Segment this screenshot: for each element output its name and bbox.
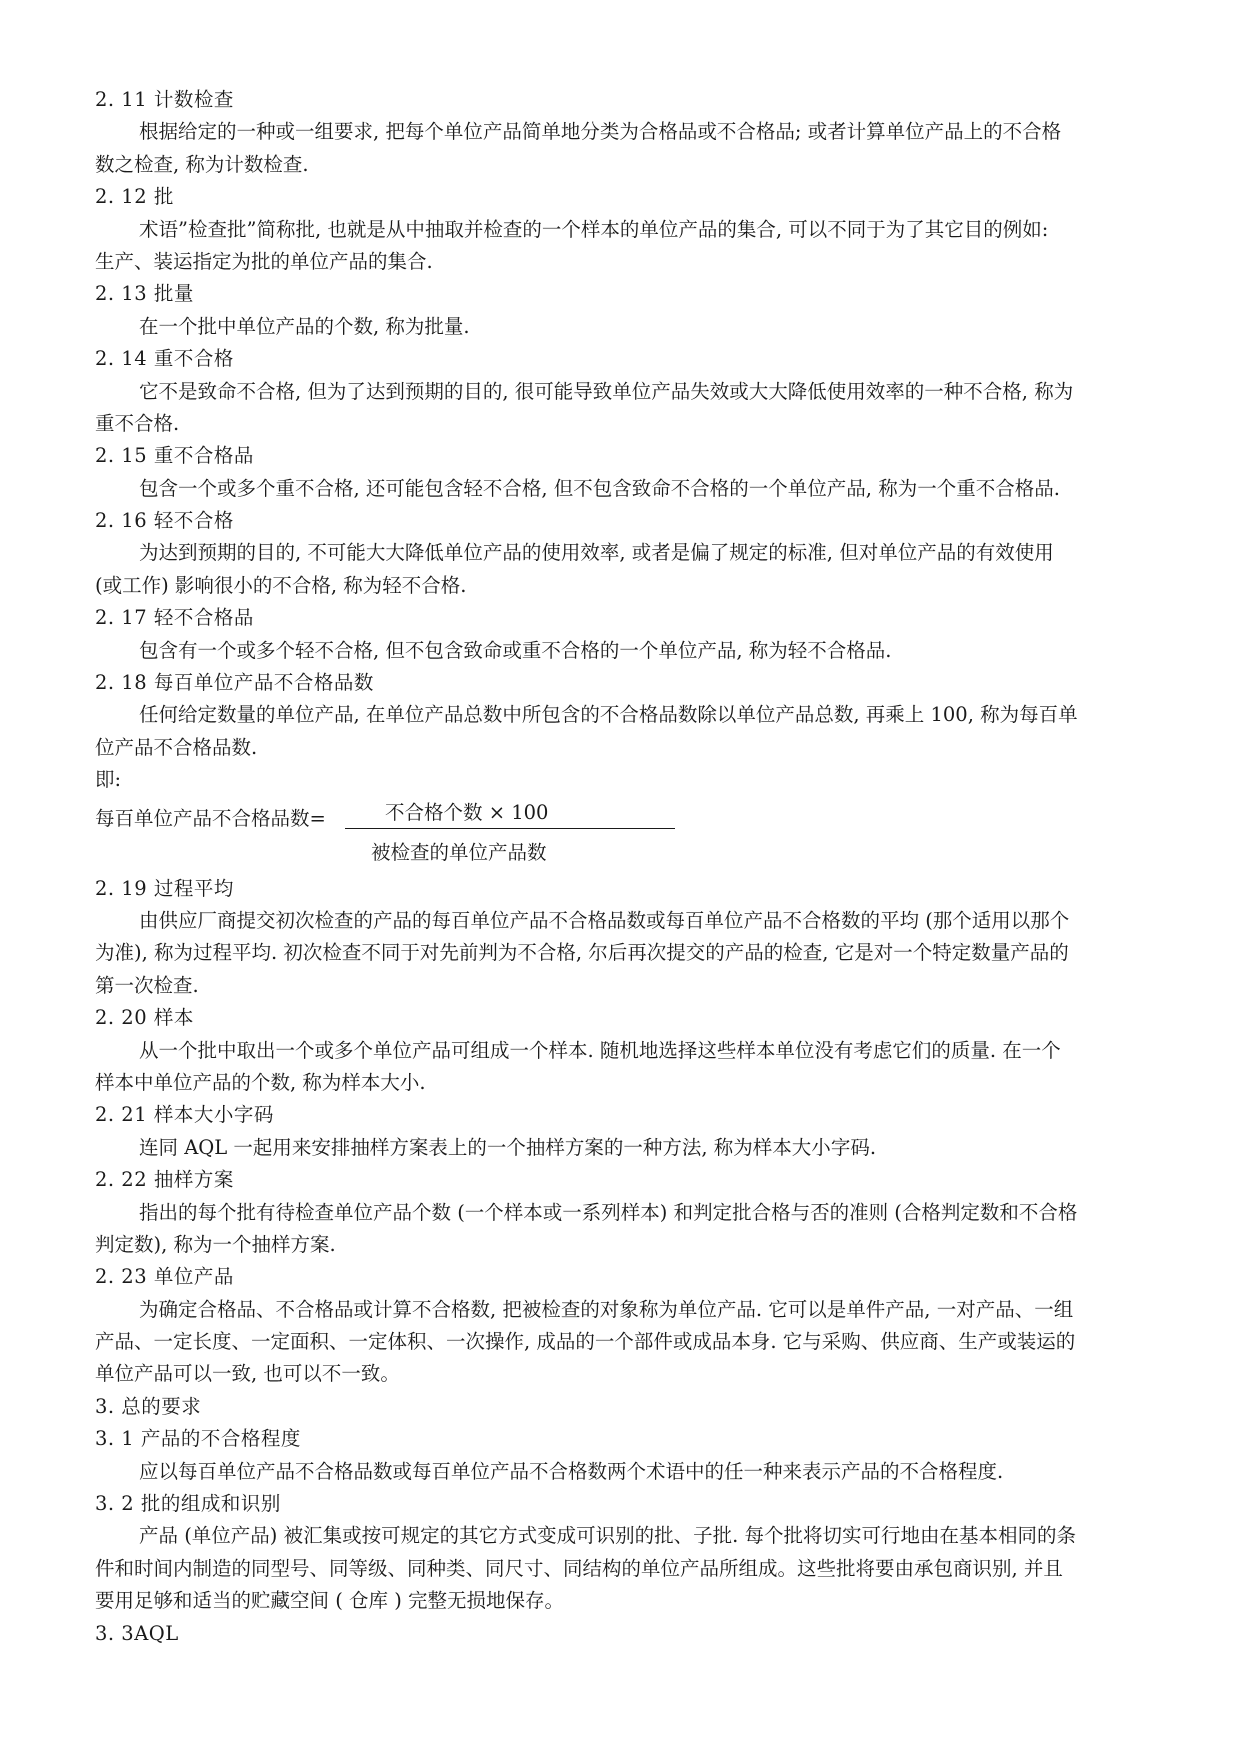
paragraph-line: 包含一个或多个重不合格, 还可能包含轻不合格, 但不包含致命不合格的一个单位产品, 称为一个重不合格品. <box>139 476 1060 500</box>
paragraph-line: 任何给定数量的单位产品, 在单位产品总数中所包含的不合格品数除以单位产品总数, 再乘上 100, 称为每百单 <box>139 703 1078 727</box>
section-heading-2-16: 2. 16 轻不合格 <box>95 509 234 533</box>
paragraph-line: 为准), 称为过程平均. 初次检查不同于对先前判为不合格, 尔后再次提交的产品的检查, 它是对一个特定数量产品的 <box>95 941 1069 965</box>
paragraph-line: 包含有一个或多个轻不合格, 但不包含致命或重不合格的一个单位产品, 称为轻不合格品. <box>139 638 892 662</box>
section-heading-2-21: 2. 21 样本大小字码 <box>95 1103 274 1127</box>
section-heading-2-17: 2. 17 轻不合格品 <box>95 606 254 630</box>
section-heading-2-15: 2. 15 重不合格品 <box>95 444 254 468</box>
paragraph-line: 应以每百单位产品不合格品数或每百单位产品不合格数两个术语中的任一种来表示产品的不合格程度. <box>139 1459 1004 1483</box>
paragraph-line: 由供应厂商提交初次检查的产品的每百单位产品不合格品数或每百单位产品不合格数的平均 (那个适用以那个 <box>139 908 1070 932</box>
paragraph-line: 数之检查, 称为计数检查. <box>95 152 309 176</box>
paragraph-line: 样本中单位产品的个数, 称为样本大小. <box>95 1070 426 1094</box>
document-page <box>95 84 1175 1650</box>
paragraph-line: 根据给定的一种或一组要求, 把每个单位产品简单地分类为合格品或不合格品; 或者计算单位产品上的不合格 <box>139 120 1062 144</box>
paragraph-line: 生产、装运指定为批的单位产品的集合. <box>95 249 433 273</box>
section-heading-2-20: 2. 20 样本 <box>95 1006 194 1030</box>
paragraph-line: 判定数), 称为一个抽样方案. <box>95 1232 336 1256</box>
section-heading-2-23: 2. 23 单位产品 <box>95 1265 234 1289</box>
paragraph-line: 位产品不合格品数. <box>95 735 258 759</box>
paragraph-line: 重不合格. <box>95 411 180 435</box>
formula-intro: 即: <box>95 768 122 792</box>
paragraph-line: 产品 (单位产品) 被汇集或按可规定的其它方式变成可识别的批、子批. 每个批将切实可行地由在基本相同的条 <box>139 1524 1077 1548</box>
fraction-bar <box>345 828 675 829</box>
section-heading-3-3: 3. 3AQL <box>95 1621 179 1645</box>
paragraph-line: 连同 AQL 一起用来安排抽样方案表上的一个抽样方案的一种方法, 称为样本大小字码. <box>139 1135 877 1159</box>
section-heading-3-2: 3. 2 批的组成和识别 <box>95 1492 281 1516</box>
section-heading-2-11: 2. 11 计数检查 <box>95 88 234 111</box>
section-heading-2-12: 2. 12 批 <box>95 185 174 209</box>
section-heading-2-18: 2. 18 每百单位产品不合格品数 <box>95 671 374 695</box>
formula <box>95 797 1175 869</box>
formula-numerator: 不合格个数 × 100 <box>385 800 549 824</box>
section-heading-2-19: 2. 19 过程平均 <box>95 876 234 900</box>
paragraph-line: 它不是致命不合格, 但为了达到预期的目的, 很可能导致单位产品失效或大大降低使用效率的一种不合格, 称为 <box>139 379 1074 403</box>
formula-lhs: 每百单位产品不合格品数= <box>95 806 326 830</box>
paragraph-line: 第一次检查. <box>95 973 199 997</box>
paragraph-line: 从一个批中取出一个或多个单位产品可组成一个样本. 随机地选择这些样本单位没有考虑它们的质量. 在一个 <box>139 1038 1061 1062</box>
paragraph-line: 产品、一定长度、一定面积、一定体积、一次操作, 成品的一个部件或成品本身. 它与采购、供应商、生产或装运的 <box>95 1330 1076 1354</box>
paragraph-line: 指出的每个批有待检查单位产品个数 (一个样本或一系列样本) 和判定批合格与否的准则 (合格判定数和不合格 <box>139 1200 1078 1224</box>
paragraph-line: 术语”检查批”简称批, 也就是从中抽取并检查的一个样本的单位产品的集合, 可以不同于为了其它目的例如: <box>139 217 1049 241</box>
paragraph-line: 为确定合格品、不合格品或计算不合格数, 把被检查的对象称为单位产品. 它可以是单件产品, 一对产品、一组 <box>139 1297 1074 1321</box>
paragraph-line: 要用足够和适当的贮藏空间 ( 仓库 ) 完整无损地保存。 <box>95 1589 565 1613</box>
paragraph-line: 件和时间内制造的同型号、同等级、同种类、同尺寸、同结构的单位产品所组成。这些批将要由承包商识别, 并且 <box>95 1556 1063 1580</box>
section-heading-3: 3. 总的要求 <box>95 1394 202 1418</box>
section-heading-3-1: 3. 1 产品的不合格程度 <box>95 1427 301 1451</box>
section-heading-2-22: 2. 22 抽样方案 <box>95 1168 234 1192</box>
formula-denominator: 被检查的单位产品数 <box>371 840 547 864</box>
paragraph-line: 在一个批中单位产品的个数, 称为批量. <box>139 314 470 338</box>
paragraph-line: 为达到预期的目的, 不可能大大降低单位产品的使用效率, 或者是偏了规定的标准, 但对单位产品的有效使用 <box>139 541 1054 565</box>
section-heading-2-14: 2. 14 重不合格 <box>95 347 234 371</box>
paragraph-line: (或工作) 影响很小的不合格, 称为轻不合格. <box>95 573 467 597</box>
section-heading-2-13: 2. 13 批量 <box>95 282 194 306</box>
paragraph-line: 单位产品可以一致, 也可以不一致。 <box>95 1362 400 1386</box>
